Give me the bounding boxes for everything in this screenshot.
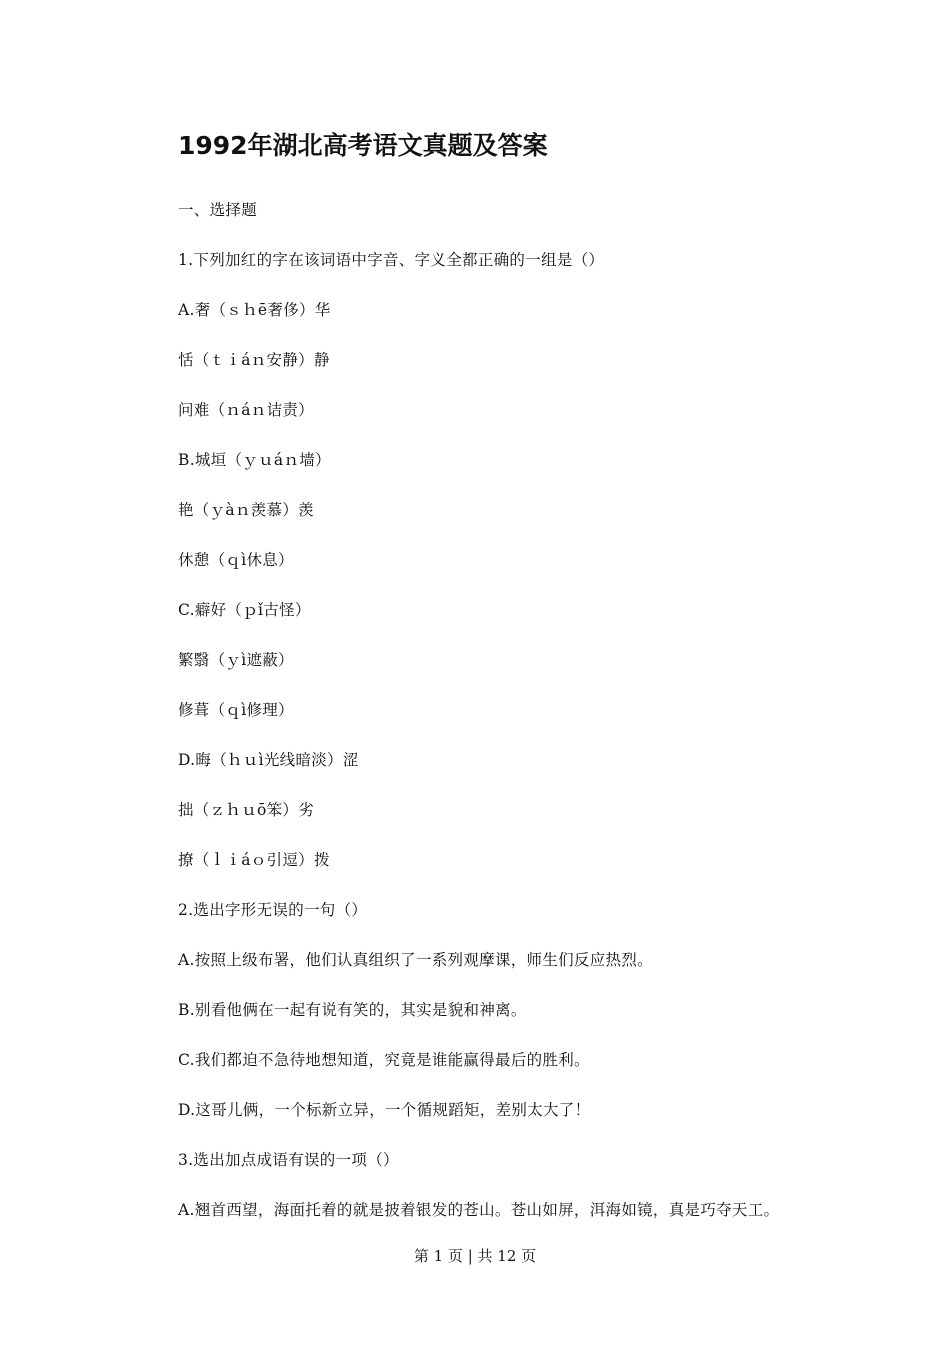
page-footer: 第 1 页 | 共 12 页 <box>413 1247 537 1265</box>
question-1-option-c-line-3: 修葺（ｑì修理） <box>178 701 294 719</box>
document-body <box>178 195 878 1245</box>
question-2-option-d: D.这哥儿俩，一个标新立异，一个循规蹈矩，差别太大了！ <box>178 1101 591 1119</box>
section-heading: 一、选择题 <box>178 201 258 219</box>
question-1-option-b-line-1: B.城垣（ｙｕáｎ墙） <box>178 451 331 469</box>
question-2-stem: 2.选出字形无误的一句（） <box>178 901 368 919</box>
question-3-option-a: A.翘首西望，海面托着的就是披着银发的苍山。苍山如屏，洱海如镜，真是巧夺天工。 <box>178 1201 780 1219</box>
question-1-option-d-line-2: 拙（ｚｈｕō笨）劣 <box>178 801 315 819</box>
question-1-option-a-line-2: 恬（ｔｉáｎ安静）静 <box>178 351 330 369</box>
question-1-option-d-line-1: D.晦（ｈｕì光线暗淡）涩 <box>178 751 359 769</box>
question-3-stem: 3.选出加点成语有误的一项（） <box>178 1151 399 1169</box>
question-2-option-c: C.我们都迫不急待地想知道，究竟是谁能赢得最后的胜利。 <box>178 1051 590 1069</box>
document-title: 1992年湖北高考语文真题及答案 <box>178 131 548 160</box>
question-1-option-c-line-1: C.癖好（ｐǐ古怪） <box>178 601 311 619</box>
question-2-option-a: A.按照上级布署，他们认真组织了一系列观摩课，师生们反应热烈。 <box>178 951 653 969</box>
question-1-option-b-line-3: 休憩（ｑì休息） <box>178 551 294 569</box>
question-1-option-d-line-3: 撩（ｌｉáｏ引逗）拨 <box>178 851 330 869</box>
question-1-option-a-line-3: 问难（ｎáｎ诘责） <box>178 401 314 419</box>
question-1-stem: 1.下列加红的字在该词语中字音、字义全都正确的一组是（） <box>178 251 605 269</box>
question-1-option-c-line-2: 繁翳（ｙì遮蔽） <box>178 651 294 669</box>
question-2-option-b: B.别看他俩在一起有说有笑的，其实是貌和神离。 <box>178 1001 527 1019</box>
question-1-option-b-line-2: 艳（ｙàｎ羡慕）羡 <box>178 501 314 519</box>
question-1-option-a-line-1: A.奢（ｓｈē奢侈）华 <box>178 301 331 319</box>
